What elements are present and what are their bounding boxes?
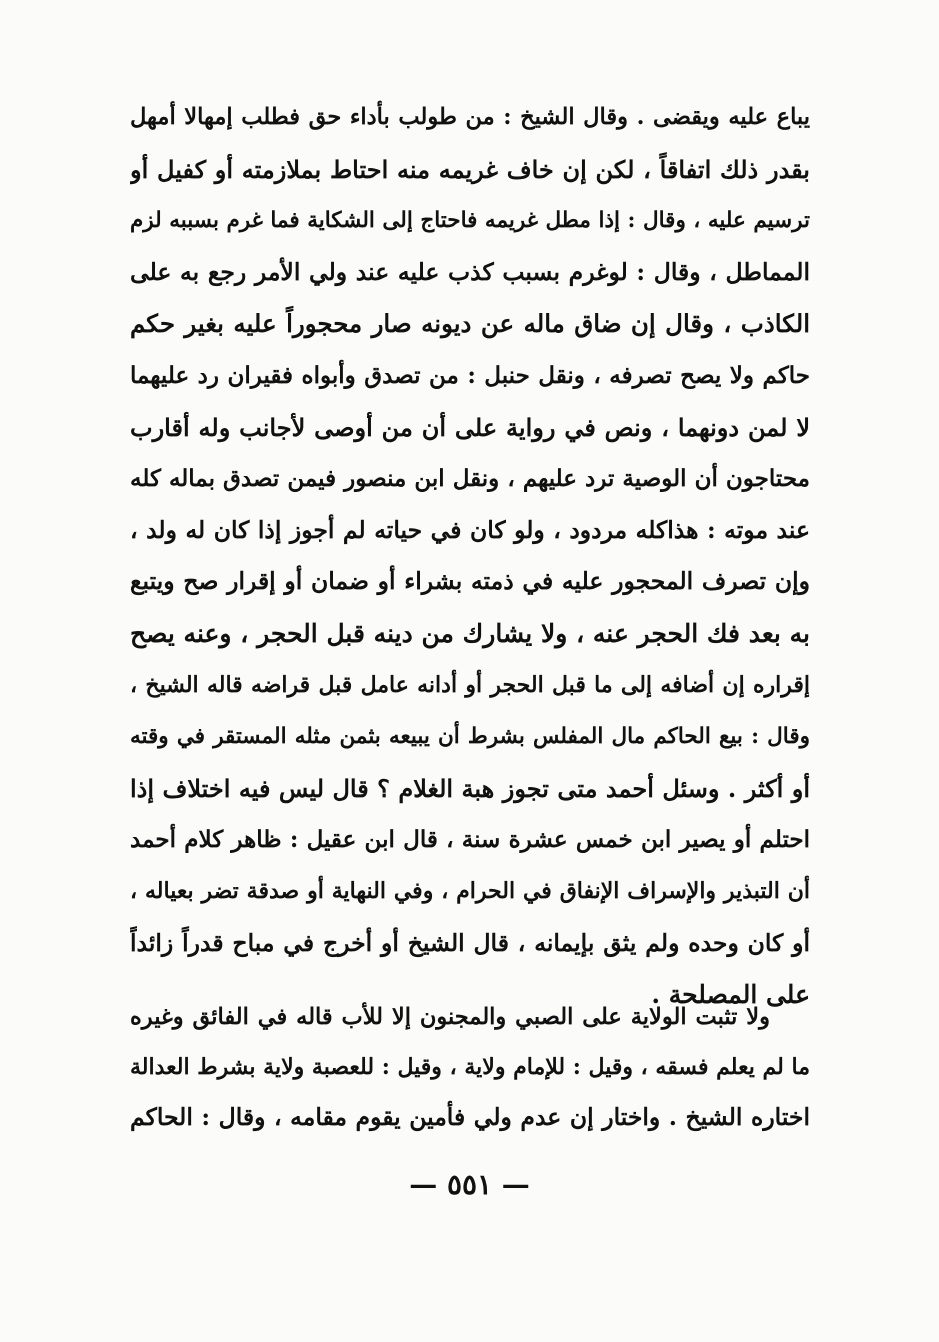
text-line: يباع عليه ويقضى . وقال الشيخ : من طولب بأداء حق فطلب إمهالا أمهل bbox=[130, 104, 810, 130]
text-line: أو أكثر . وسئل أحمد متى تجوز هبة الغلام ؟ قال ليس فيه اختلاف إذا bbox=[130, 773, 810, 803]
text-line: عند موته : هذاكله مردود ، ولو كان في حياته لم أجوز إذا كان له ولد ، bbox=[130, 515, 810, 544]
text-line: احتلم أو يصير ابن خمس عشرة سنة ، قال ابن عقيل : ظاهر كلام أحمد bbox=[130, 826, 810, 854]
paragraph-2 bbox=[130, 992, 810, 1142]
paragraph-1 bbox=[130, 92, 810, 1021]
text-line: به بعد فك الحجر عنه ، ولا يشارك من دينه قبل الحجر ، وعنه يصح bbox=[130, 618, 810, 648]
text-line: حاكم ولا يصح تصرفه ، ونقل حنبل : من تصدق وأبواه فقيران رد عليهما bbox=[130, 361, 810, 389]
text-line: ولا تثبت الولاية على الصبي والمجنون إلا للأب قاله في الفائق وغيره bbox=[130, 1004, 770, 1030]
text-line: لا لمن دونهما ، ونص في رواية على أن من أوصى لأجانب وله أقارب bbox=[130, 412, 810, 442]
page-number: — ٥٥١ — bbox=[409, 1168, 530, 1201]
text-line: إقراره إن أضافه إلى ما قبل الحجر أو أدانه عامل قبل قراضه قاله الشيخ ، bbox=[130, 671, 810, 698]
text-line: أن التبذير والإسراف الإنفاق في الحرام ، وفي النهاية أو صدقة تضر بعياله ، bbox=[130, 877, 810, 904]
text-line: بقدر ذلك اتفاقاً ، لكن إن خاف غريمه منه احتاط بملازمته أو كفيل أو bbox=[130, 154, 810, 184]
text-line: الكاذب ، وقال إن ضاق ماله عن ديونه صار محجوراً عليه بغير حكم bbox=[130, 309, 810, 339]
text-line: محتاجون أن الوصية ترد عليهم ، ونقل ابن منصور فيمن تصدق بماله كله bbox=[130, 465, 810, 493]
text-line: وقال : بيع الحاكم مال المفلس بشرط أن يبيعه بثمن مثله المستقر في وقته bbox=[130, 724, 810, 750]
text-line: ما لم يعلم فسقه ، وقيل : للإمام ولاية ، وقيل : للعصبة ولاية بشرط العدالة bbox=[130, 1054, 810, 1080]
text-line: أو كان وحده ولم يثق بإيمانه ، قال الشيخ أو أخرج في مباح قدراً زائداً bbox=[130, 928, 810, 957]
text-line: ترسيم عليه ، وقال : إذا مطل غريمه فاحتاج إلى الشكاية فما غرم بسببه لزم bbox=[130, 208, 810, 234]
text-line: على المصلحة . bbox=[651, 980, 810, 1010]
text-line: اختاره الشيخ . واختار إن عدم ولي فأمين يقوم مقامه ، وقال : الحاكم bbox=[130, 1103, 810, 1131]
text-line: المماطل ، وقال : لوغرم بسبب كذب عليه عند ولي الأمر رجع به على bbox=[130, 257, 810, 286]
text-line: وإن تصرف المحجور عليه في ذمته بشراء أو ضمان أو إقرار صح ويتبع bbox=[130, 567, 810, 596]
